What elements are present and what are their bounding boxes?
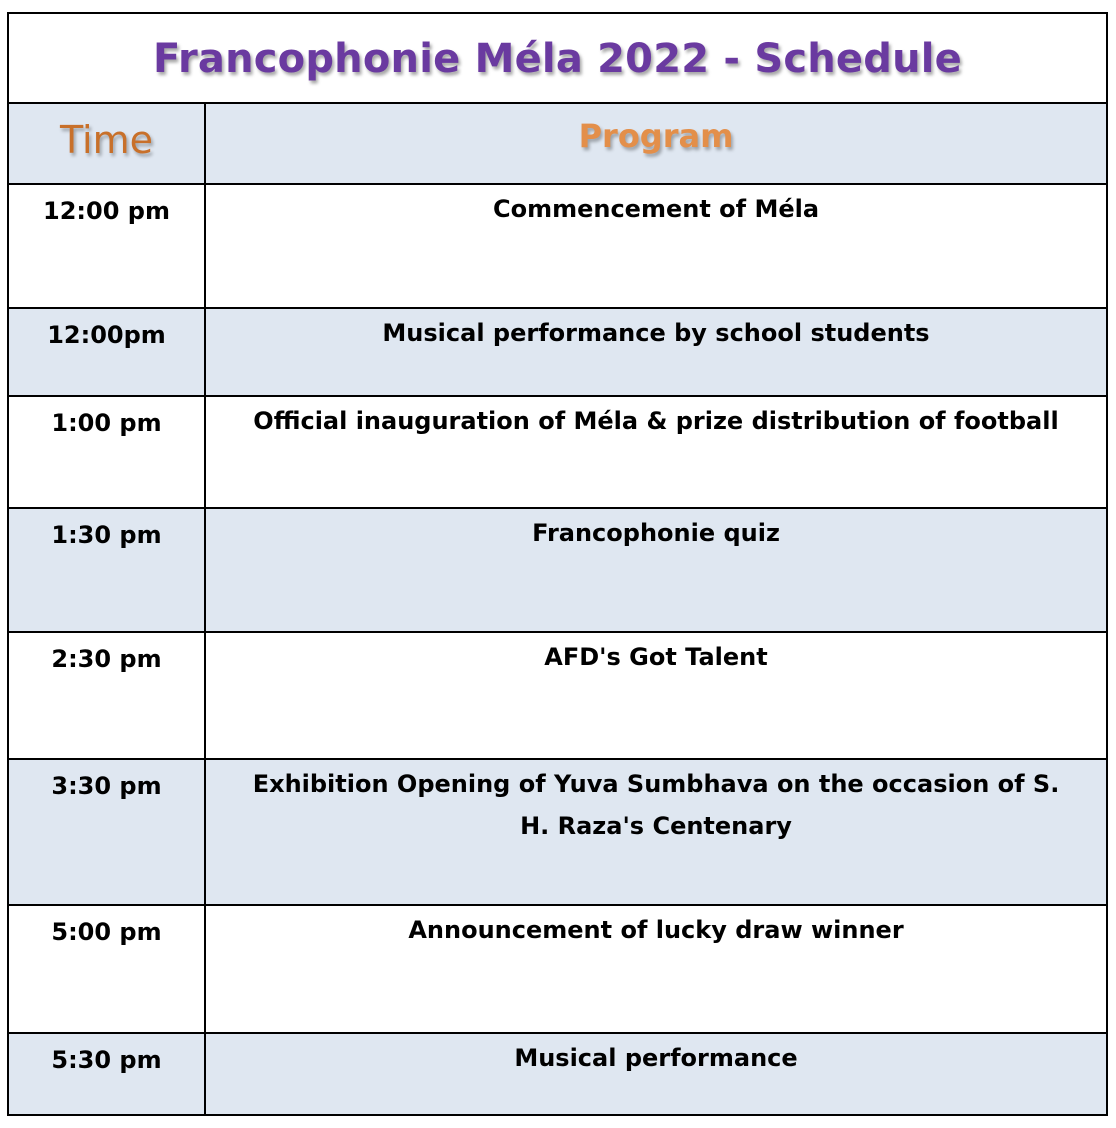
table-row: [8, 508, 1107, 632]
time-cell: 5:00 pm: [8, 905, 205, 1033]
program-cell: AFD's Got Talent: [205, 632, 1107, 759]
program-cell: Announcement of lucky draw winner: [205, 905, 1107, 1033]
table-row: [8, 396, 1107, 508]
time-header: Time: [60, 118, 153, 162]
table-row: [8, 905, 1107, 1033]
schedule-table: [7, 12, 1108, 1116]
program-cell: Musical performance: [205, 1033, 1107, 1115]
program-header-cell: [205, 103, 1107, 184]
table-row: [8, 759, 1107, 905]
time-cell: 1:30 pm: [8, 508, 205, 632]
table-row: [8, 1033, 1107, 1115]
program-cell: Musical performance by school students: [205, 308, 1107, 396]
page-title: Francophonie Méla 2022 - Schedule: [153, 36, 963, 82]
program-cell: Commencement of Méla: [205, 184, 1107, 308]
table-row: [8, 184, 1107, 308]
table-row: [8, 308, 1107, 396]
time-cell: 12:00pm: [8, 308, 205, 396]
time-cell: 2:30 pm: [8, 632, 205, 759]
time-cell: 12:00 pm: [8, 184, 205, 308]
time-cell: 5:30 pm: [8, 1033, 205, 1115]
program-cell: Exhibition Opening of Yuva Sumbhava on the occasion of S. H. Raza's Centenary: [205, 759, 1107, 905]
time-header-cell: [8, 103, 205, 184]
program-header: Program: [578, 117, 734, 155]
header-row: [8, 103, 1107, 184]
table-row: [8, 632, 1107, 759]
program-cell: Francophonie quiz: [205, 508, 1107, 632]
program-cell: Official inauguration of Méla & prize distribution of football: [205, 396, 1107, 508]
title-cell: [8, 13, 1107, 103]
time-cell: 1:00 pm: [8, 396, 205, 508]
title-row: [8, 13, 1107, 103]
time-cell: 3:30 pm: [8, 759, 205, 905]
